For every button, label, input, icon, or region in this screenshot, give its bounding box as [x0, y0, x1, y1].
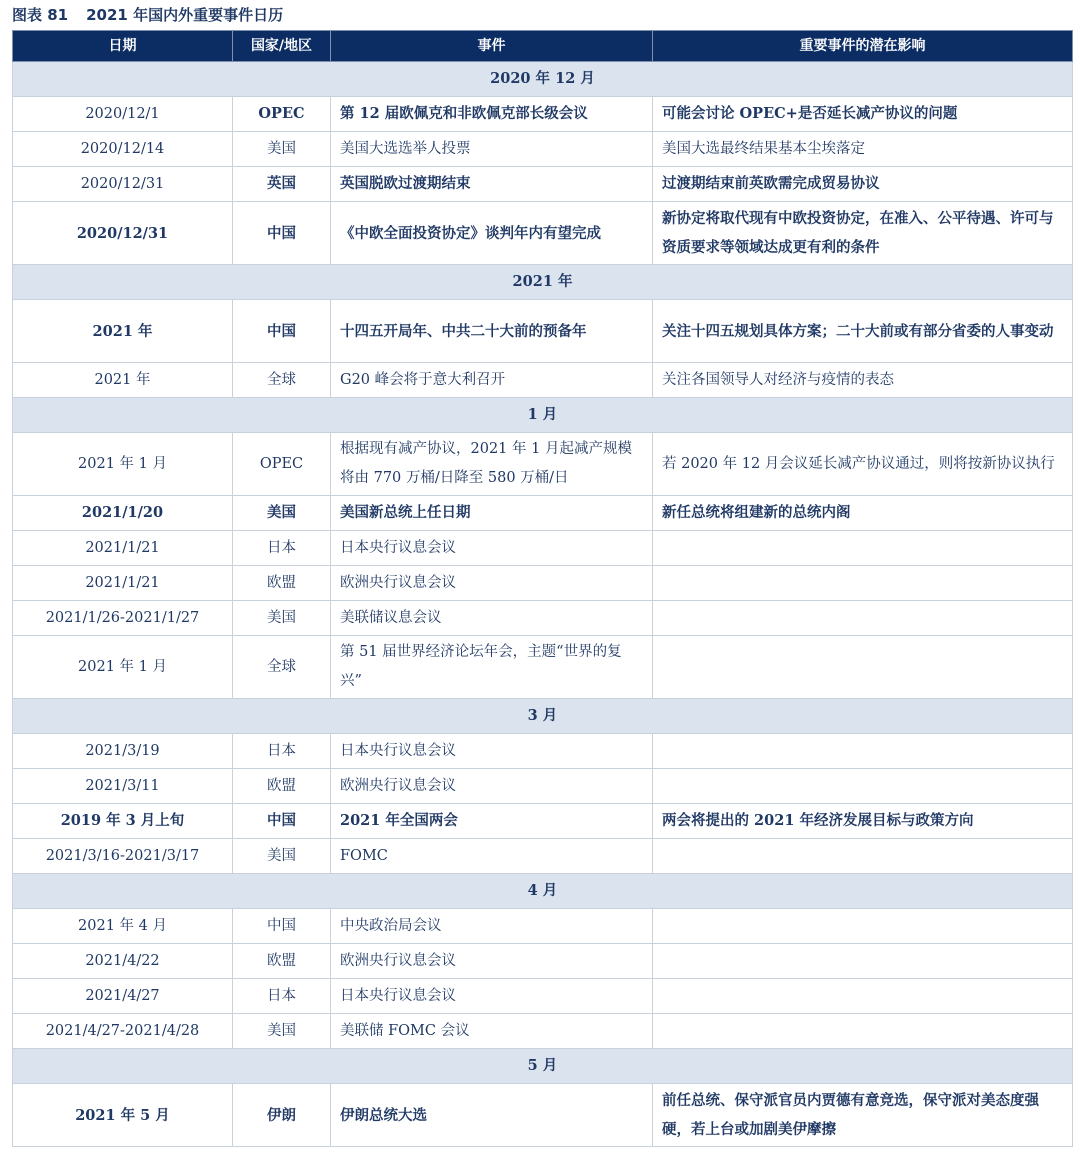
table-body	[13, 62, 1073, 1147]
region-cell: 美国	[233, 601, 331, 636]
table-row	[13, 97, 1073, 132]
date-cell: 2021 年	[13, 300, 233, 363]
date-cell: 2020/12/31	[13, 167, 233, 202]
event-calendar-table	[12, 30, 1073, 1147]
table-row	[13, 1084, 1073, 1147]
region-cell: 中国	[233, 804, 331, 839]
event-cell: 美联储议息会议	[331, 601, 653, 636]
event-cell: 日本央行议息会议	[331, 734, 653, 769]
region-cell: OPEC	[233, 97, 331, 132]
table-caption	[12, 2, 283, 28]
impact-cell	[653, 979, 1073, 1014]
impact-cell: 关注各国领导人对经济与疫情的表态	[653, 363, 1073, 398]
caption-label: 图表 81	[12, 6, 69, 24]
impact-cell	[653, 566, 1073, 601]
table-row	[13, 909, 1073, 944]
event-cell: 欧洲央行议息会议	[331, 566, 653, 601]
section-row	[13, 62, 1073, 97]
region-cell: 欧盟	[233, 944, 331, 979]
impact-cell: 美国大选最终结果基本尘埃落定	[653, 132, 1073, 167]
region-cell: 伊朗	[233, 1084, 331, 1147]
date-cell: 2021 年 5 月	[13, 1084, 233, 1147]
date-cell: 2021/3/19	[13, 734, 233, 769]
table-row	[13, 531, 1073, 566]
event-cell: G20 峰会将于意大利召开	[331, 363, 653, 398]
impact-cell	[653, 636, 1073, 699]
event-cell: 第 12 届欧佩克和非欧佩克部长级会议	[331, 97, 653, 132]
event-cell: 日本央行议息会议	[331, 531, 653, 566]
table-row	[13, 839, 1073, 874]
impact-cell: 若 2020 年 12 月会议延长减产协议通过，则将按新协议执行	[653, 433, 1073, 496]
section-label: 5 月	[13, 1049, 1073, 1084]
event-cell: 美国大选选举人投票	[331, 132, 653, 167]
region-cell: 全球	[233, 636, 331, 699]
impact-cell: 新任总统将组建新的总统内阁	[653, 496, 1073, 531]
table-row	[13, 433, 1073, 496]
impact-cell	[653, 944, 1073, 979]
region-cell: 欧盟	[233, 769, 331, 804]
region-cell: 英国	[233, 167, 331, 202]
region-cell: 中国	[233, 202, 331, 265]
event-cell: FOMC	[331, 839, 653, 874]
date-cell: 2020/12/31	[13, 202, 233, 265]
impact-cell	[653, 601, 1073, 636]
date-cell: 2021/1/21	[13, 531, 233, 566]
impact-cell	[653, 909, 1073, 944]
event-cell: 美联储 FOMC 会议	[331, 1014, 653, 1049]
region-cell: 全球	[233, 363, 331, 398]
event-cell: 第 51 届世界经济论坛年会，主题“世界的复兴”	[331, 636, 653, 699]
section-label: 2020 年 12 月	[13, 62, 1073, 97]
table-row	[13, 363, 1073, 398]
section-label: 2021 年	[13, 265, 1073, 300]
date-cell: 2021/1/26-2021/1/27	[13, 601, 233, 636]
impact-cell: 关注十四五规划具体方案；二十大前或有部分省委的人事变动	[653, 300, 1073, 363]
date-cell: 2021/4/27	[13, 979, 233, 1014]
region-cell: OPEC	[233, 433, 331, 496]
section-label: 4 月	[13, 874, 1073, 909]
table-row	[13, 804, 1073, 839]
impact-cell: 可能会讨论 OPEC+是否延长减产协议的问题	[653, 97, 1073, 132]
region-cell: 日本	[233, 979, 331, 1014]
section-row	[13, 874, 1073, 909]
table-row	[13, 1014, 1073, 1049]
event-cell: 十四五开局年、中共二十大前的预备年	[331, 300, 653, 363]
date-cell: 2021/1/20	[13, 496, 233, 531]
caption-title: 2021 年国内外重要事件日历	[86, 6, 284, 24]
region-cell: 日本	[233, 531, 331, 566]
section-row	[13, 1049, 1073, 1084]
table-row	[13, 769, 1073, 804]
date-cell: 2021/3/16-2021/3/17	[13, 839, 233, 874]
table-row	[13, 944, 1073, 979]
date-cell: 2020/12/14	[13, 132, 233, 167]
region-cell: 美国	[233, 496, 331, 531]
event-cell: 欧洲央行议息会议	[331, 944, 653, 979]
event-cell: 根据现有减产协议，2021 年 1 月起减产规模将由 770 万桶/日降至 580 万桶/日	[331, 433, 653, 496]
section-row	[13, 265, 1073, 300]
date-cell: 2021 年	[13, 363, 233, 398]
impact-cell: 过渡期结束前英欧需完成贸易协议	[653, 167, 1073, 202]
region-cell: 欧盟	[233, 566, 331, 601]
column-header-impact: 重要事件的潜在影响	[653, 31, 1073, 62]
date-cell: 2021 年 4 月	[13, 909, 233, 944]
date-cell: 2021/4/27-2021/4/28	[13, 1014, 233, 1049]
event-cell: 中央政治局会议	[331, 909, 653, 944]
table-row	[13, 734, 1073, 769]
event-cell: 伊朗总统大选	[331, 1084, 653, 1147]
event-cell: 欧洲央行议息会议	[331, 769, 653, 804]
section-label: 3 月	[13, 699, 1073, 734]
region-cell: 美国	[233, 839, 331, 874]
section-label: 1 月	[13, 398, 1073, 433]
table-row	[13, 601, 1073, 636]
table-row	[13, 132, 1073, 167]
date-cell: 2020/12/1	[13, 97, 233, 132]
event-cell: 2021 年全国两会	[331, 804, 653, 839]
table-row	[13, 167, 1073, 202]
table-row	[13, 566, 1073, 601]
region-cell: 中国	[233, 300, 331, 363]
impact-cell: 两会将提出的 2021 年经济发展目标与政策方向	[653, 804, 1073, 839]
region-cell: 美国	[233, 132, 331, 167]
section-row	[13, 699, 1073, 734]
section-row	[13, 398, 1073, 433]
impact-cell: 前任总统、保守派官员内贾德有意竞选，保守派对美态度强硬，若上台或加剧美伊摩擦	[653, 1084, 1073, 1147]
region-cell: 中国	[233, 909, 331, 944]
date-cell: 2021 年 1 月	[13, 636, 233, 699]
region-cell: 日本	[233, 734, 331, 769]
date-cell: 2021/1/21	[13, 566, 233, 601]
column-header-region: 国家/地区	[233, 31, 331, 62]
event-cell: 美国新总统上任日期	[331, 496, 653, 531]
impact-cell	[653, 734, 1073, 769]
date-cell: 2021/4/22	[13, 944, 233, 979]
event-cell: 日本央行议息会议	[331, 979, 653, 1014]
impact-cell	[653, 1014, 1073, 1049]
event-cell: 英国脱欧过渡期结束	[331, 167, 653, 202]
date-cell: 2021/3/11	[13, 769, 233, 804]
table-row	[13, 979, 1073, 1014]
impact-cell	[653, 769, 1073, 804]
table-row	[13, 202, 1073, 265]
column-header-date: 日期	[13, 31, 233, 62]
date-cell: 2019 年 3 月上旬	[13, 804, 233, 839]
column-header-event: 事件	[331, 31, 653, 62]
date-cell: 2021 年 1 月	[13, 433, 233, 496]
impact-cell	[653, 531, 1073, 566]
event-cell: 《中欧全面投资协定》谈判年内有望完成	[331, 202, 653, 265]
header-row	[13, 31, 1073, 62]
table-row	[13, 300, 1073, 363]
impact-cell: 新协定将取代现有中欧投资协定，在准入、公平待遇、许可与资质要求等领域达成更有利的条件	[653, 202, 1073, 265]
table-row	[13, 636, 1073, 699]
table-row	[13, 496, 1073, 531]
region-cell: 美国	[233, 1014, 331, 1049]
impact-cell	[653, 839, 1073, 874]
